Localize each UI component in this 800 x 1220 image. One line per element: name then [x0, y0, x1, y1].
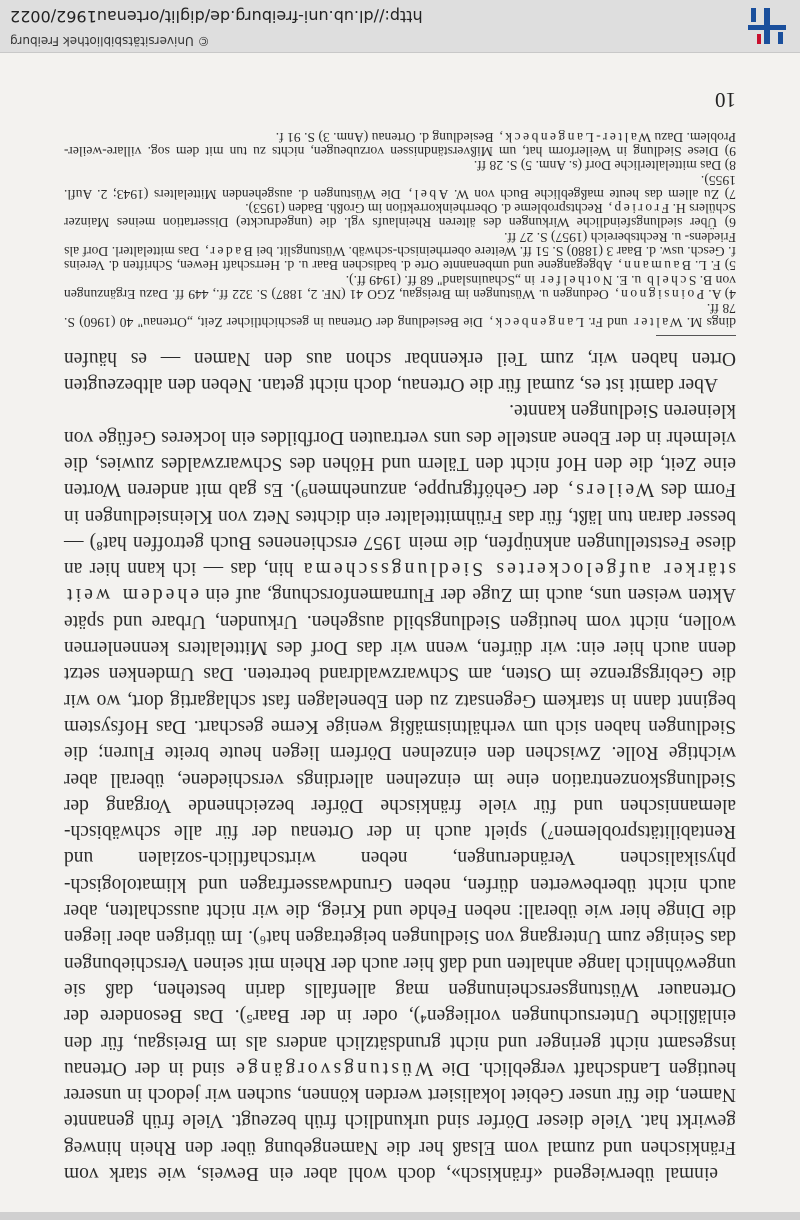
footnote-9: 9) Diese Siedlung in Weilerform hat, um Mißverständnissen vorzubeugen, nichts zu tun mit dem sog. villare-weiler-Problem. Dazu Walter-Langenbeck, Besiedlung d. Ortenau (Anm. 3) S. 91 f.	[64, 129, 736, 159]
document-url[interactable]: http://dl.ub.uni-freiburg.de/diglit/ortenau1962/0022	[10, 7, 423, 26]
footnote-3-cont: dings M. Walter und Fr. Langenbeck, Die Besiedlung der Ortenau in geschichtlicher Zeit, „Ortenau" 40 (1960) S. 78 ff.	[63, 301, 736, 331]
copyright-credit: © Universitätsbibliothek Freiburg	[10, 34, 210, 48]
footnote-5: 5) F. L. Baumann, Abgegangene und umbenannte Orte d. badischen Baar u. d. Herrschaft Hewen, Schriften d. Vereins f. Gesch. usw. d. Baar 3 (1880) S. 51 ff. Weitere oberrheinisch-schwäb. Wüstungslit. bei Bader, Das mittelalterl. Dorf als Friedens- u. Rechtsbereich (1957) S. 27 ff.	[64, 229, 736, 274]
body-paragraph-2: Aber damit ist es, zumal für die Ortenau, doch nicht getan. Neben den altbezeugten Orten haben wir, zum Teil erkennbar schon aus den Namen — es häufen	[64, 347, 736, 396]
body-paragraph-1: einmal überwiegend «fränkisch», doch wohl aber ein Beweis, wie stark vom Fränkischen und zumal vom Elsaß her die Namengebung über den Rhein hinweg gewirkt hat. Viele dieser Dörfer sind urkundlich früh bezeugt. Viele früh genannte Namen, die für unser Gebiet lokalisiert werden können, suchen wir jedoch in unserer heutigen Landschaft vergeblich. Die Wüstungsvorgänge sind in der Ortenau insgesamt nicht geringer und nicht grundsätzlich anders als im Breisgau, für den einläßliche Untersuchungen vorliegen⁴), oder in der Baar⁵). Das Besondere der Ortenauer Wüstungserscheinungen mag allenfalls darin bestehen, daß sie ungewöhnlich lange anhalten und daß hier auch der Rhein mit seinen Verschiebungen das Seinige zum Untergang von Siedlungen beigetragen hat⁶). Im übrigen aber liegen die Dinge hier wie überall: neben Fehde und Krieg, die wir nicht ausschalten, aber auch nicht überbewerten dürfen, neben Grundwasserfragen und klimatologisch-physikalischen Veränderungen, neben wirtschaftlich-sozialen und Rentabilitätsproblemen⁷) spielt auch in der Ortenau der für alle schwäbisch-alemannischen und für viele fränkische Dörfer bezeichnende Vorgang der Siedlungskonzentration eine im einzelnen allerdings verschiedene, überall aber wichtige Rolle. Zwischen den einzelnen Dörfern liegen heute breite Fluren; die Siedlungen haben sich um verhältnismäßig wenige Kerne geschart. Das Hofsystem beginnt dann in starkem Gegensatz zu den Ebenelagen fast schlagartig dort, wo wir die Gebirgsgrenze im Osten, am Schwarzwaldrand betreten. Das Umdenken setzt denn auch hier ein: wir dürfen, wenn wir das Dorf des Mittelalters kennenlernen wollen, nicht vom heutigen Siedlungsbild ausgehen. Urkunden, Urbare und späte Akten weisen uns, auch im Zuge der Flurnamenforschung, auf ein ehedem weit stärker aufgelockertes Siedlungsschema hin, das — ich kann hier an diese Feststellungen anknüpfen, die mein 1957 erschienenes Buch getroffen hat⁸) — besser daran tun läßt, für das Frühmittelalter ein dichtes Netz von Kleinsiedlungen in Form des Weilers, der Gehöftgruppe, anzunehmen⁹). Es gab mit anderen Worten eine Zeit, die den Hof nicht den Tälern und Höhen des Schwarzwaldes zuwies, die vielmehr in der Ebene anstelle des uns vertrauten Dorfbildes ein lockeres Gefüge von kleineren Siedlungen kannte.	[63, 400, 736, 1184]
ub-freiburg-logo-icon	[744, 8, 790, 44]
viewer-header	[0, 0, 800, 53]
footnote-7: 7) Zu allem das heute maßgebliche Buch von W. Abel, Die Wüstungen d. ausgehenden Mittelalters (1943; 2. Aufl. 1955).	[63, 172, 736, 202]
bottom-strip	[0, 1212, 800, 1220]
footnote-rule	[656, 336, 736, 337]
footnote-6: 6) Über siedlungsfeindliche Wirkungen des älteren Rheinlaufs vgl. die (ungedruckte) Dissertation meines Mainzer Schülers H. Froriep, Rechtsprobleme d. Oberrheinkorrektion im Großh. Baden (1953).	[64, 201, 736, 231]
footnotes	[64, 129, 736, 329]
page-content	[64, 129, 736, 1186]
page-number: 10	[715, 88, 736, 112]
footnote-4: 4) A. Poinsignon, Oedungen u. Wüstungen im Breisgau, ZGO 41 (NF. 2, 1887) S. 322 ff., 449 ff. Dazu Ergänzungen von B. Schelb u. E. Nothelfer in „Schauinsland" 68 ff. (1949 ff.).	[64, 272, 736, 302]
footnote-8: 8) Das mittelalterliche Dorf (s. Anm. 5) S. 28 ff.	[473, 158, 736, 174]
